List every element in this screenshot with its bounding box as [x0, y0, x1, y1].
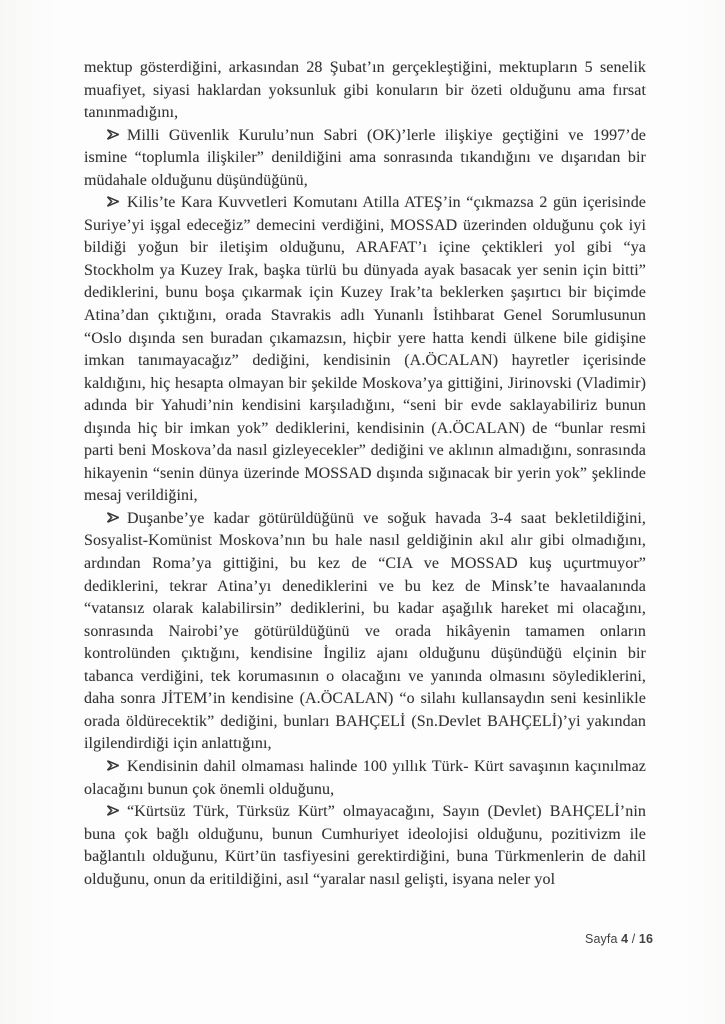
paragraph — [84, 508, 646, 756]
arrowhead-bullet-icon — [107, 760, 119, 771]
footer-current-page: 4 — [621, 932, 629, 946]
paragraph-text: “Kürtsüz Türk, Türksüz Kürt” olmayacağını, Sayın (Devlet) BAHÇELİ’nin buna çok bağlı olduğunu, bunun Cumhuriyet ideolojisi olduğunu, pozitivizm ile bağlantılı olduğunu, Kürt’ün tasfiyesini gerektirdiğini, buna Türkmenlerin de dahil olduğunu, onun da eritildiğini, asıl “yaralar nasıl gelişti, isyana neler yol — [84, 803, 646, 888]
footer-total-pages: 16 — [638, 932, 653, 946]
page-footer — [585, 932, 653, 946]
paragraph-text: mektup gösterdiğini, arkasından 28 Şubat’ın gerçekleştiğini, mektupların 5 senelik muafiyet, siyasi haklardan yoksunluk gibi konuların bir özeti olduğunu ama fırsat tanınmadığını, — [84, 59, 646, 122]
footer-label: Sayfa — [585, 932, 618, 946]
arrowhead-bullet-icon — [107, 129, 119, 140]
text-block — [84, 57, 646, 891]
paragraph — [84, 125, 646, 193]
arrowhead-bullet-icon — [107, 196, 119, 207]
paragraph — [84, 756, 646, 801]
paragraph — [84, 801, 646, 891]
paragraph-text: Kendisinin dahil olmaması halinde 100 yıllık Türk- Kürt savaşının kaçınılmaz olacağını bunun çok önemli olduğunu, — [84, 757, 646, 798]
arrowhead-bullet-icon — [107, 805, 119, 816]
paragraph-text: Kilis’te Kara Kuvvetleri Komutanı Atilla ATEŞ’in “çıkmazsa 2 gün içerisinde Suriye’yi işgal edeceğiz” demecini verdiğini, MOSSAD üzerinden olduğunu çok iyi bildiği yoğun bir iletişim olduğunu, ARAFAT’ı içine çektikleri yol gibi “ya Stockholm ya Kuzey Irak, başka türlü bu dünyada ayak basacak yer senin için bitti” dediklerini, bunu boşa çıkarmak için Kuzey Irak’ta beklerken şaşırtıcı bir biçimde Atina’dan çıktığını, orada Stavrakis adlı Yunanlı İstihbarat Genel Sorumlusunun “Oslo dışında sen buradan çıkamazsın, hiçbir yere hatta kendi ülkene bile gidişine imkan tanımayacağız” dediğini, kendisinin (A.ÖCALAN) hayretler içerisinde kaldığını, hiç hesapta olmayan bir şekilde Moskova’ya gittiğini, Jirinovski (Vladimir) adında bir Yahudi’nin kendisini karşıladığını, “seni bir evde saklayabiliriz bunun dışında hiç bir imkan yok” dediklerini, kendisinin (A.ÖCALAN) de “bunlar resmi parti beni Moskova’da nasıl gizleyecekler” dediğini ve aklının almadığını, sonrasında hikayenin “senin dünya üzerinde MOSSAD dışında sığınacak bir yerin yok” şeklinde mesaj verildiğini, — [84, 194, 646, 505]
paragraph — [84, 192, 646, 508]
paragraph-text: Duşanbe’ye kadar götürüldüğünü ve soğuk havada 3-4 saat bekletildiğini, Sosyalist-Komünist Moskova’nın bu hale nasıl geldiğinin akıl alır gibi olmadığını, ardından Roma’ya gittiğini, bu kez de “CIA ve MOSSAD kuş uçurtmuyor” dediklerini, tekrar Atina’yı denediklerini ve bu kez de Minsk’te havaalanında “vatansız olarak kalabilirsin” dediklerini, bu kadar aşağılık hareket mi olacağını, sonrasında Nairobi’ye götürüldüğünü ve orada hikâyenin tamamen onların kontrolünden çıktığını, kendisine İngiliz ajanı olduğunu düşündüğü elçinin bir tabanca verdiğini, tek korumasının o olacağını ve yanında olmasını söylediklerini, daha sonra JİTEM’in kendisine (A.ÖCALAN) “o silahı kullansaydın seni kesinlikle orada öldürecektik” dediğini, bunları BAHÇELİ (Sn.Devlet BAHÇELİ)’yi yakından ilgilendirdiği için anlattığını, — [84, 509, 646, 753]
arrowhead-bullet-icon — [107, 512, 119, 523]
paragraph-text: Milli Güvenlik Kurulu’nun Sabri (OK)’lerle ilişkiye geçtiğini ve 1997’de ismine “toplumla ilişkiler” denildiğini ama sonrasında tıkandığını ve dışarıdan bir müdahale olduğunu düşündüğünü, — [84, 126, 646, 189]
paragraph — [84, 57, 646, 125]
footer-separator: / — [631, 932, 636, 946]
